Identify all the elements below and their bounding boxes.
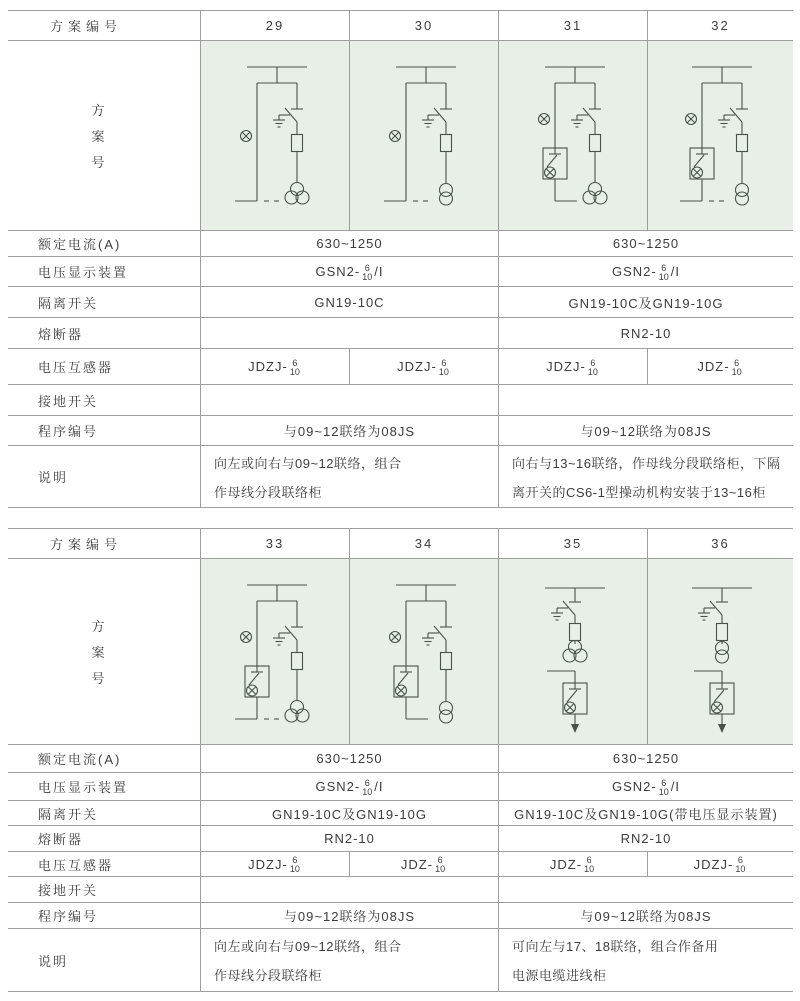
scheme-number-33 (200, 529, 349, 558)
voltage-transformer-icon (439, 184, 452, 206)
single-line-diagram (501, 43, 646, 228)
scheme-34-diagram (349, 559, 498, 744)
disconnector-earthing-switch-icon (273, 626, 303, 645)
single-line-diagram (203, 43, 348, 228)
description-line: 向左或向右与09~12联络，组合 (214, 939, 402, 954)
scheme-number-header-label (8, 11, 200, 40)
row-voltage-transformer (8, 852, 793, 877)
fraction-bottom: 10 (658, 786, 669, 797)
lamp-icon (389, 632, 400, 643)
lamp-icon (240, 632, 251, 643)
row-label (8, 877, 200, 902)
busbar-icon (692, 588, 752, 602)
row-label-text: 说明 (38, 470, 69, 485)
value-text: GSN2- (612, 779, 657, 794)
value-text: 与09~12联络为08JS (283, 909, 416, 924)
row-label-text: 电压互感器 (38, 857, 114, 873)
fraction-value (735, 856, 745, 874)
row-label-text: 隔离开关 (38, 295, 99, 311)
scheme-specification-document (8, 10, 793, 992)
row-label-text: 说明 (38, 953, 69, 969)
row-label-text: 额定电流(A) (38, 752, 122, 767)
scheme-number-text: 36 (711, 536, 730, 551)
value-text: /I (670, 779, 680, 794)
fraction-bottom: 10 (731, 366, 742, 377)
fraction-top: 6 (364, 777, 370, 788)
row-label (8, 852, 200, 876)
fuse-icon (589, 135, 600, 152)
spec-cell (200, 801, 498, 825)
value-text: /I (374, 779, 384, 794)
row-label-text: 接地开关 (38, 883, 99, 898)
fuse-icon (440, 135, 451, 152)
fraction-top: 6 (737, 855, 743, 865)
description-line: 可向左与17、18联络，组合作备用 (512, 939, 719, 954)
description-line: 作母线分段联络柜 (214, 968, 323, 983)
scheme-30-diagram (349, 41, 498, 230)
spec-cell (200, 852, 349, 876)
voltage-transformer-icon (285, 183, 309, 205)
vertical-label-char: 号 (91, 671, 105, 686)
value-text: 630~1250 (316, 751, 383, 766)
row-label (8, 349, 200, 384)
row-earthing-switch (8, 385, 793, 416)
fuse-icon (737, 135, 748, 152)
value-text: GN19-10C及GN19-10G (272, 806, 427, 822)
row-description (8, 446, 793, 508)
fraction-value (439, 359, 449, 377)
disconnector-earthing-switch-icon (422, 108, 452, 127)
scheme-diagram-row (8, 559, 793, 745)
load-switch-box-icon (563, 683, 587, 714)
disconnector-earthing-switch-icon (422, 626, 452, 645)
scheme-number-32 (647, 11, 793, 40)
busbar-icon (692, 67, 752, 83)
row-label-text: 隔离开关 (38, 806, 99, 822)
scheme-35-diagram (498, 559, 647, 744)
single-line-diagram (352, 43, 497, 228)
spec-cell (498, 349, 647, 384)
scheme-number-text: 29 (265, 18, 285, 33)
row-fuse (8, 826, 793, 852)
fraction-bottom: 10 (435, 864, 446, 874)
header-label-text: 方案编号 (50, 19, 123, 34)
spec-cell (200, 929, 498, 991)
vertical-label-char: 案 (91, 645, 105, 660)
value-text: 与09~12联络为08JS (580, 424, 712, 439)
fraction-top: 6 (586, 855, 592, 865)
fraction-bottom: 10 (735, 864, 746, 874)
vertical-label (91, 100, 116, 171)
row-label (8, 773, 200, 800)
scheme-table-33-36 (8, 528, 793, 992)
description-line: 向右与13~16联络，作母线分段联络柜，下隔 (512, 455, 781, 471)
vertical-label-char: 案 (91, 129, 105, 144)
scheme-number-text: 35 (563, 536, 583, 551)
spec-cell (498, 318, 793, 348)
value-text: GN19-10C (314, 294, 385, 310)
row-program-number (8, 416, 793, 446)
incoming-link (694, 671, 722, 683)
spec-cell (498, 385, 793, 415)
value-text: 与09~12联络为08JS (283, 424, 416, 439)
row-program-number (8, 903, 793, 929)
single-line-diagram (203, 561, 348, 742)
voltage-transformer-icon (583, 183, 607, 205)
value-text: JDZJ- (397, 359, 437, 374)
row-label-text: 电压互感器 (38, 360, 114, 375)
value-text: GSN2- (315, 779, 361, 794)
fraction-top: 6 (734, 357, 740, 368)
row-voltage-display-device (8, 773, 793, 801)
row-rated-current (8, 231, 793, 257)
value-text: 与09~12联络为08JS (580, 909, 712, 924)
value-text: JDZ- (400, 856, 434, 872)
vertical-label-char: 号 (91, 155, 105, 170)
value-text: JDZ- (549, 856, 583, 872)
lamp-icon (686, 114, 697, 125)
spec-cell (498, 745, 793, 772)
row-description (8, 929, 793, 992)
busbar-icon (247, 67, 307, 83)
row-label (8, 416, 200, 445)
single-line-diagram (648, 43, 793, 228)
scheme-number-row (8, 529, 793, 559)
spec-cell (349, 349, 498, 384)
scheme-number-text: 32 (711, 18, 730, 33)
fraction-top: 6 (364, 262, 370, 273)
fraction-bottom: 10 (362, 271, 373, 282)
disconnector-earthing-switch-icon (273, 108, 303, 127)
scheme-number-36 (647, 529, 793, 558)
spec-cell (200, 826, 498, 851)
spec-cell (200, 385, 498, 415)
row-label (8, 903, 200, 928)
scheme-diagram-row (8, 41, 793, 231)
fraction-top: 6 (441, 357, 447, 368)
spec-cell (200, 349, 349, 384)
header-label-text: 方案编号 (50, 537, 123, 552)
disconnector-earthing-switch-icon (698, 601, 728, 620)
spec-cell (200, 231, 498, 256)
value-text: 630~1250 (612, 751, 680, 766)
row-label-text: 熔断器 (38, 326, 84, 342)
fraction-value (362, 264, 372, 282)
value-text: RN2-10 (324, 831, 375, 846)
spec-cell (498, 257, 793, 286)
busbar-icon (396, 67, 456, 83)
load-switch-box-icon (690, 148, 714, 179)
fraction-value (290, 856, 300, 874)
fraction-bottom: 10 (289, 864, 300, 874)
row-label (8, 257, 200, 286)
value-text: /I (670, 264, 680, 279)
scheme-number-35 (498, 529, 647, 558)
row-label-text: 熔断器 (38, 832, 84, 847)
spec-cell (498, 773, 793, 800)
row-label (8, 801, 200, 825)
row-label-text: 电压显示装置 (38, 780, 129, 795)
row-label (8, 745, 200, 772)
fraction-value (584, 856, 594, 874)
busbar-icon (247, 585, 307, 601)
row-label (8, 826, 200, 851)
row-isolating-switch (8, 801, 793, 826)
vertical-label-char: 方 (91, 103, 105, 118)
scheme-number-29 (200, 11, 349, 40)
fuse-icon (291, 135, 302, 152)
fraction-value (732, 359, 742, 377)
vertical-label (91, 616, 116, 687)
scheme-number-text: 31 (563, 18, 583, 33)
scheme-number-34 (349, 529, 498, 558)
value-text: RN2-10 (620, 831, 672, 846)
row-label (8, 287, 200, 317)
row-label-text: 额定电流(A) (38, 237, 122, 252)
row-isolating-switch (8, 287, 793, 318)
fraction-top: 6 (661, 777, 667, 788)
row-label (8, 385, 200, 415)
spec-cell (200, 446, 498, 507)
fraction-top: 6 (437, 855, 443, 865)
value-text: 630~1250 (612, 236, 680, 251)
scheme-36-diagram (647, 559, 793, 744)
row-label (8, 929, 200, 991)
value-text: JDZJ- (693, 856, 734, 872)
row-rated-current (8, 745, 793, 773)
row-label-text: 电压显示装置 (38, 265, 129, 280)
busbar-icon (545, 67, 605, 83)
scheme-32-diagram (647, 41, 793, 230)
fraction-top: 6 (590, 357, 596, 368)
row-label-text: 程序编号 (38, 424, 99, 439)
spec-cell (200, 745, 498, 772)
fraction-value (659, 264, 669, 282)
description-line: 离开关的CS6-1型操动机构安装于13~16柜 (512, 484, 766, 500)
spec-cell (498, 287, 793, 317)
scheme-number-text: 30 (414, 18, 434, 33)
spec-cell (498, 231, 793, 256)
cable-arrow-icon (571, 714, 579, 733)
scheme-number-text: 34 (414, 536, 434, 551)
scheme-table-29-32 (8, 10, 793, 508)
spec-cell (647, 852, 793, 876)
description-line: 向左或向右与09~12联络，组合 (214, 455, 402, 471)
row-fuse (8, 318, 793, 349)
load-switch-box-icon (394, 666, 418, 697)
load-switch-box-icon (245, 666, 269, 697)
value-text: GSN2- (612, 264, 657, 279)
disconnector-earthing-switch-icon (571, 108, 601, 127)
fraction-value (435, 856, 445, 874)
spec-cell (349, 852, 498, 876)
fuse-icon (440, 653, 451, 670)
single-line-diagram (501, 561, 646, 742)
value-text: GSN2- (315, 264, 361, 279)
disconnector-earthing-switch-icon (551, 601, 581, 620)
voltage-transformer-icon (736, 184, 749, 206)
voltage-transformer-icon (716, 642, 729, 664)
spec-cell (647, 349, 793, 384)
fraction-bottom: 10 (362, 786, 373, 797)
row-label (8, 231, 200, 256)
fuse-icon (717, 624, 728, 641)
incoming-link (547, 671, 575, 683)
row-label (8, 446, 200, 507)
busbar-icon (396, 585, 456, 601)
lamp-icon (538, 114, 549, 125)
disconnector-earthing-switch-icon (718, 108, 748, 127)
spec-cell (498, 852, 647, 876)
value-text: GN19-10C及GN19-10G(带电压显示装置) (514, 806, 778, 822)
description-line: 电源电缆进线柜 (512, 968, 607, 983)
spec-cell (200, 773, 498, 800)
scheme-number-31 (498, 11, 647, 40)
scheme-29-diagram (200, 41, 349, 230)
value-text: JDZ- (697, 359, 730, 374)
fraction-bottom: 10 (584, 864, 595, 874)
scheme-33-diagram (200, 559, 349, 744)
row-earthing-switch (8, 877, 793, 903)
spec-cell (498, 877, 793, 902)
fraction-top: 6 (292, 855, 298, 865)
value-text: GN19-10C及GN19-10G (568, 295, 724, 311)
value-text: JDZJ- (248, 359, 288, 374)
fraction-bottom: 10 (658, 271, 669, 282)
spec-cell (498, 801, 793, 825)
spec-cell (498, 929, 793, 991)
scheme-number-header-label (8, 529, 200, 558)
spec-cell (200, 318, 498, 348)
voltage-transformer-icon (285, 701, 309, 723)
fraction-value (290, 359, 300, 377)
fraction-bottom: 10 (587, 366, 598, 377)
scheme-number-30 (349, 11, 498, 40)
spec-cell (498, 903, 793, 928)
fraction-value (659, 779, 669, 797)
value-text: JDZJ- (248, 856, 288, 872)
row-label-text: 程序编号 (38, 909, 99, 924)
spec-cell (498, 826, 793, 851)
fuse-icon (569, 624, 580, 641)
value-text: 630~1250 (316, 236, 383, 251)
value-text: RN2-10 (620, 325, 672, 341)
single-line-diagram (648, 561, 793, 742)
lamp-icon (389, 131, 400, 142)
description-line: 作母线分段联络柜 (214, 484, 323, 500)
fraction-top: 6 (292, 357, 298, 368)
vertical-label-char: 方 (91, 619, 105, 634)
value-text: /I (374, 264, 384, 279)
row-label (8, 318, 200, 348)
fraction-bottom: 10 (438, 366, 449, 377)
voltage-transformer-icon (439, 702, 452, 724)
row-voltage-transformer (8, 349, 793, 385)
lamp-icon (240, 131, 251, 142)
fraction-value (362, 779, 372, 797)
row-voltage-display-device (8, 257, 793, 287)
spec-cell (200, 416, 498, 445)
scheme-diagram-label (8, 41, 200, 230)
fraction-value (588, 359, 598, 377)
load-switch-box-icon (543, 148, 567, 179)
fraction-top: 6 (661, 262, 667, 273)
spec-cell (200, 287, 498, 317)
spec-cell (498, 446, 793, 507)
scheme-31-diagram (498, 41, 647, 230)
cable-arrow-icon (718, 714, 726, 733)
scheme-number-text: 33 (265, 536, 285, 551)
load-switch-box-icon (710, 683, 734, 714)
spec-cell (200, 257, 498, 286)
value-text: JDZJ- (546, 359, 586, 374)
busbar-icon (545, 588, 605, 602)
single-line-diagram (352, 561, 497, 742)
scheme-number-row (8, 11, 793, 41)
spec-cell (200, 877, 498, 902)
scheme-diagram-label (8, 559, 200, 744)
spec-cell (200, 903, 498, 928)
spec-cell (498, 416, 793, 445)
fuse-icon (291, 653, 302, 670)
fraction-bottom: 10 (289, 366, 300, 377)
row-label-text: 接地开关 (38, 393, 99, 409)
